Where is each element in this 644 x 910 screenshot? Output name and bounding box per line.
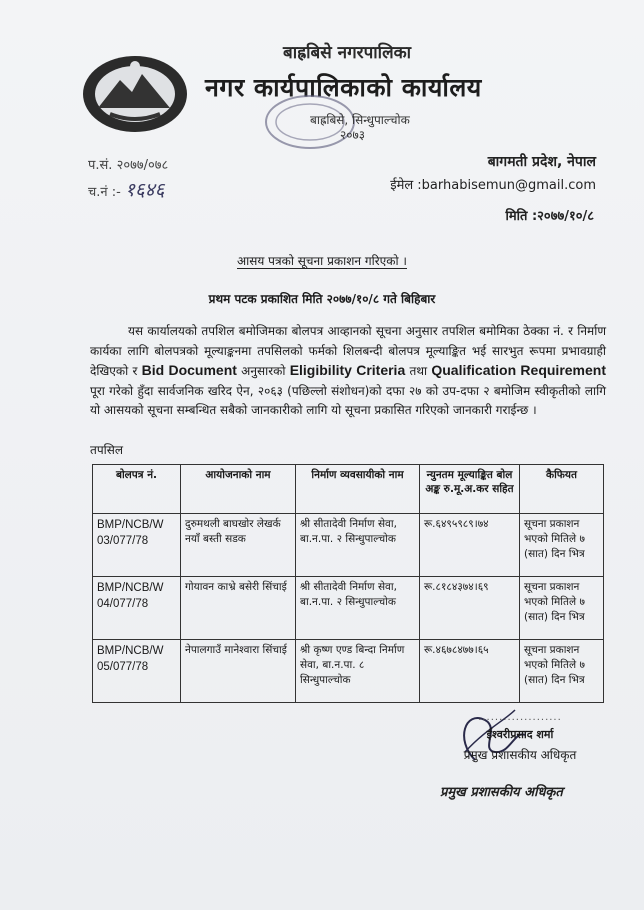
dispatch-ref: च.नं :- १६४६ (88, 179, 165, 201)
email: ईमेल :barhabisemun@gmail.com (390, 178, 596, 193)
nepal-emblem-icon (80, 52, 190, 136)
col-header: कैफियत (520, 465, 604, 514)
contractor-name: श्री सीतादेवी निर्माण सेवा, बा.न.पा. २ सिन्धुपाल्चोक (296, 577, 420, 640)
contractor-name: श्री सीतादेवी निर्माण सेवा, बा.न.पा. २ सिन्धुपाल्चोक (296, 514, 420, 577)
col-header: बोलपत्र नं. (93, 465, 181, 514)
project-name: दुरुमथली बाघखोर लेखर्क नयाँ बस्ती सडक (181, 514, 296, 577)
designation-stamp: प्रमुख प्रशासकीय अधिकृत (440, 785, 563, 800)
bid-amount: रू.४६७८४७७।६५ (420, 640, 520, 703)
bid-amount: रू.६४९५९८९।७४ (420, 514, 520, 577)
publication-date: प्रथम पटक प्रकाशित मिति २०७७/१०/८ गते बिहिबार (208, 292, 436, 306)
office-established-year: २०७३ (340, 128, 365, 142)
contractor-name: श्री कृष्ण एण्ड बिन्दा निर्माण सेवा, बा.न.पा. ८ सिन्धुपाल्चोक (296, 640, 420, 703)
bid-table (92, 464, 604, 703)
project-name: गोयावन काभ्रे बसेरी सिंचाई (181, 577, 296, 640)
dispatch-number: १६४६ (124, 179, 165, 201)
remarks: सूचना प्रकाशन भएको मितिले ७ (सात) दिन भित्र (520, 577, 604, 640)
bid-number: BMP/NCB/W 03/077/78 (93, 514, 181, 577)
notice-body: यस कार्यालयको तपशिल बमोजिमका बोलपत्र आव्हानको सूचना अनुसार तपशिल बमोमिका ठेक्का नं. र निर्माण कार्यका लागि बोलपत्रको मूल्याङ्कनमा तपसिलको फर्मको शिलबन्दी बोलपत्र मूल्याङ्कित भई सारभुत रूपमा प्रभावग्राही देखिएको र Bid Document अनुसारको Eligibility Criteria तथा Qualification Requirement पूरा गरेको हुँदा सार्वजनिक खरिद ऐन, २०६३ (पछिल्लो संशोधन)को दफा २७ को उप-दफा २ बमोजिम स्वीकृतीको लागि यो आसयको सूचना सम्बन्धित सबैको जानकारीको लागि यो सूचना प्रकासित गरिएको जानकारी गराईन्छ । (90, 324, 607, 417)
fiscal-ref: प.सं. २०७७/०७८ (88, 158, 169, 173)
reference-numbers (88, 154, 168, 205)
municipality-name: बाह्रबिसे नगरपालिका (283, 43, 412, 63)
province: बागमती प्रदेश, नेपाल (487, 154, 596, 170)
col-header: न्युनतम मूल्याङ्कित बोल अङ्क रु.मू.अ.कर सहित (420, 465, 520, 514)
office-name: नगर कार्यपालिकाको कार्यालय (205, 73, 482, 102)
subject-line: आसय पत्रको सूचना प्रकाशन गरिएको । (237, 254, 407, 268)
signer-title: प्रमुख प्रशासकीय अधिकृत (463, 748, 577, 762)
col-header: आयोजनाको नाम (181, 465, 296, 514)
signer-name: ईश्वरीप्रसाद शर्मा (486, 728, 554, 741)
bid-amount: रू.८१८४३७४।६९ (420, 577, 520, 640)
table-row (93, 514, 604, 577)
letter-date: मिति :२०७७/१०/८ (505, 209, 594, 224)
col-header: निर्माण व्यवसायीको नाम (296, 465, 420, 514)
signature-line: .................... (478, 712, 562, 723)
schedule-label: तपसिल (90, 443, 124, 457)
office-contact (390, 150, 596, 198)
table-header-row (93, 465, 604, 514)
office-address: बाह्रबिसे, सिन्धुपाल्चोक (310, 113, 410, 127)
table-row (93, 577, 604, 640)
signature-block (430, 712, 610, 763)
remarks: सूचना प्रकाशन भएको मितिले ७ (सात) दिन भित्र (520, 640, 604, 703)
bid-number: BMP/NCB/W 04/077/78 (93, 577, 181, 640)
remarks: सूचना प्रकाशन भएको मितिले ७ (सात) दिन भित्र (520, 514, 604, 577)
project-name: नेपालगाउँ मानेश्वारा सिंचाई (181, 640, 296, 703)
bid-number: BMP/NCB/W 05/077/78 (93, 640, 181, 703)
